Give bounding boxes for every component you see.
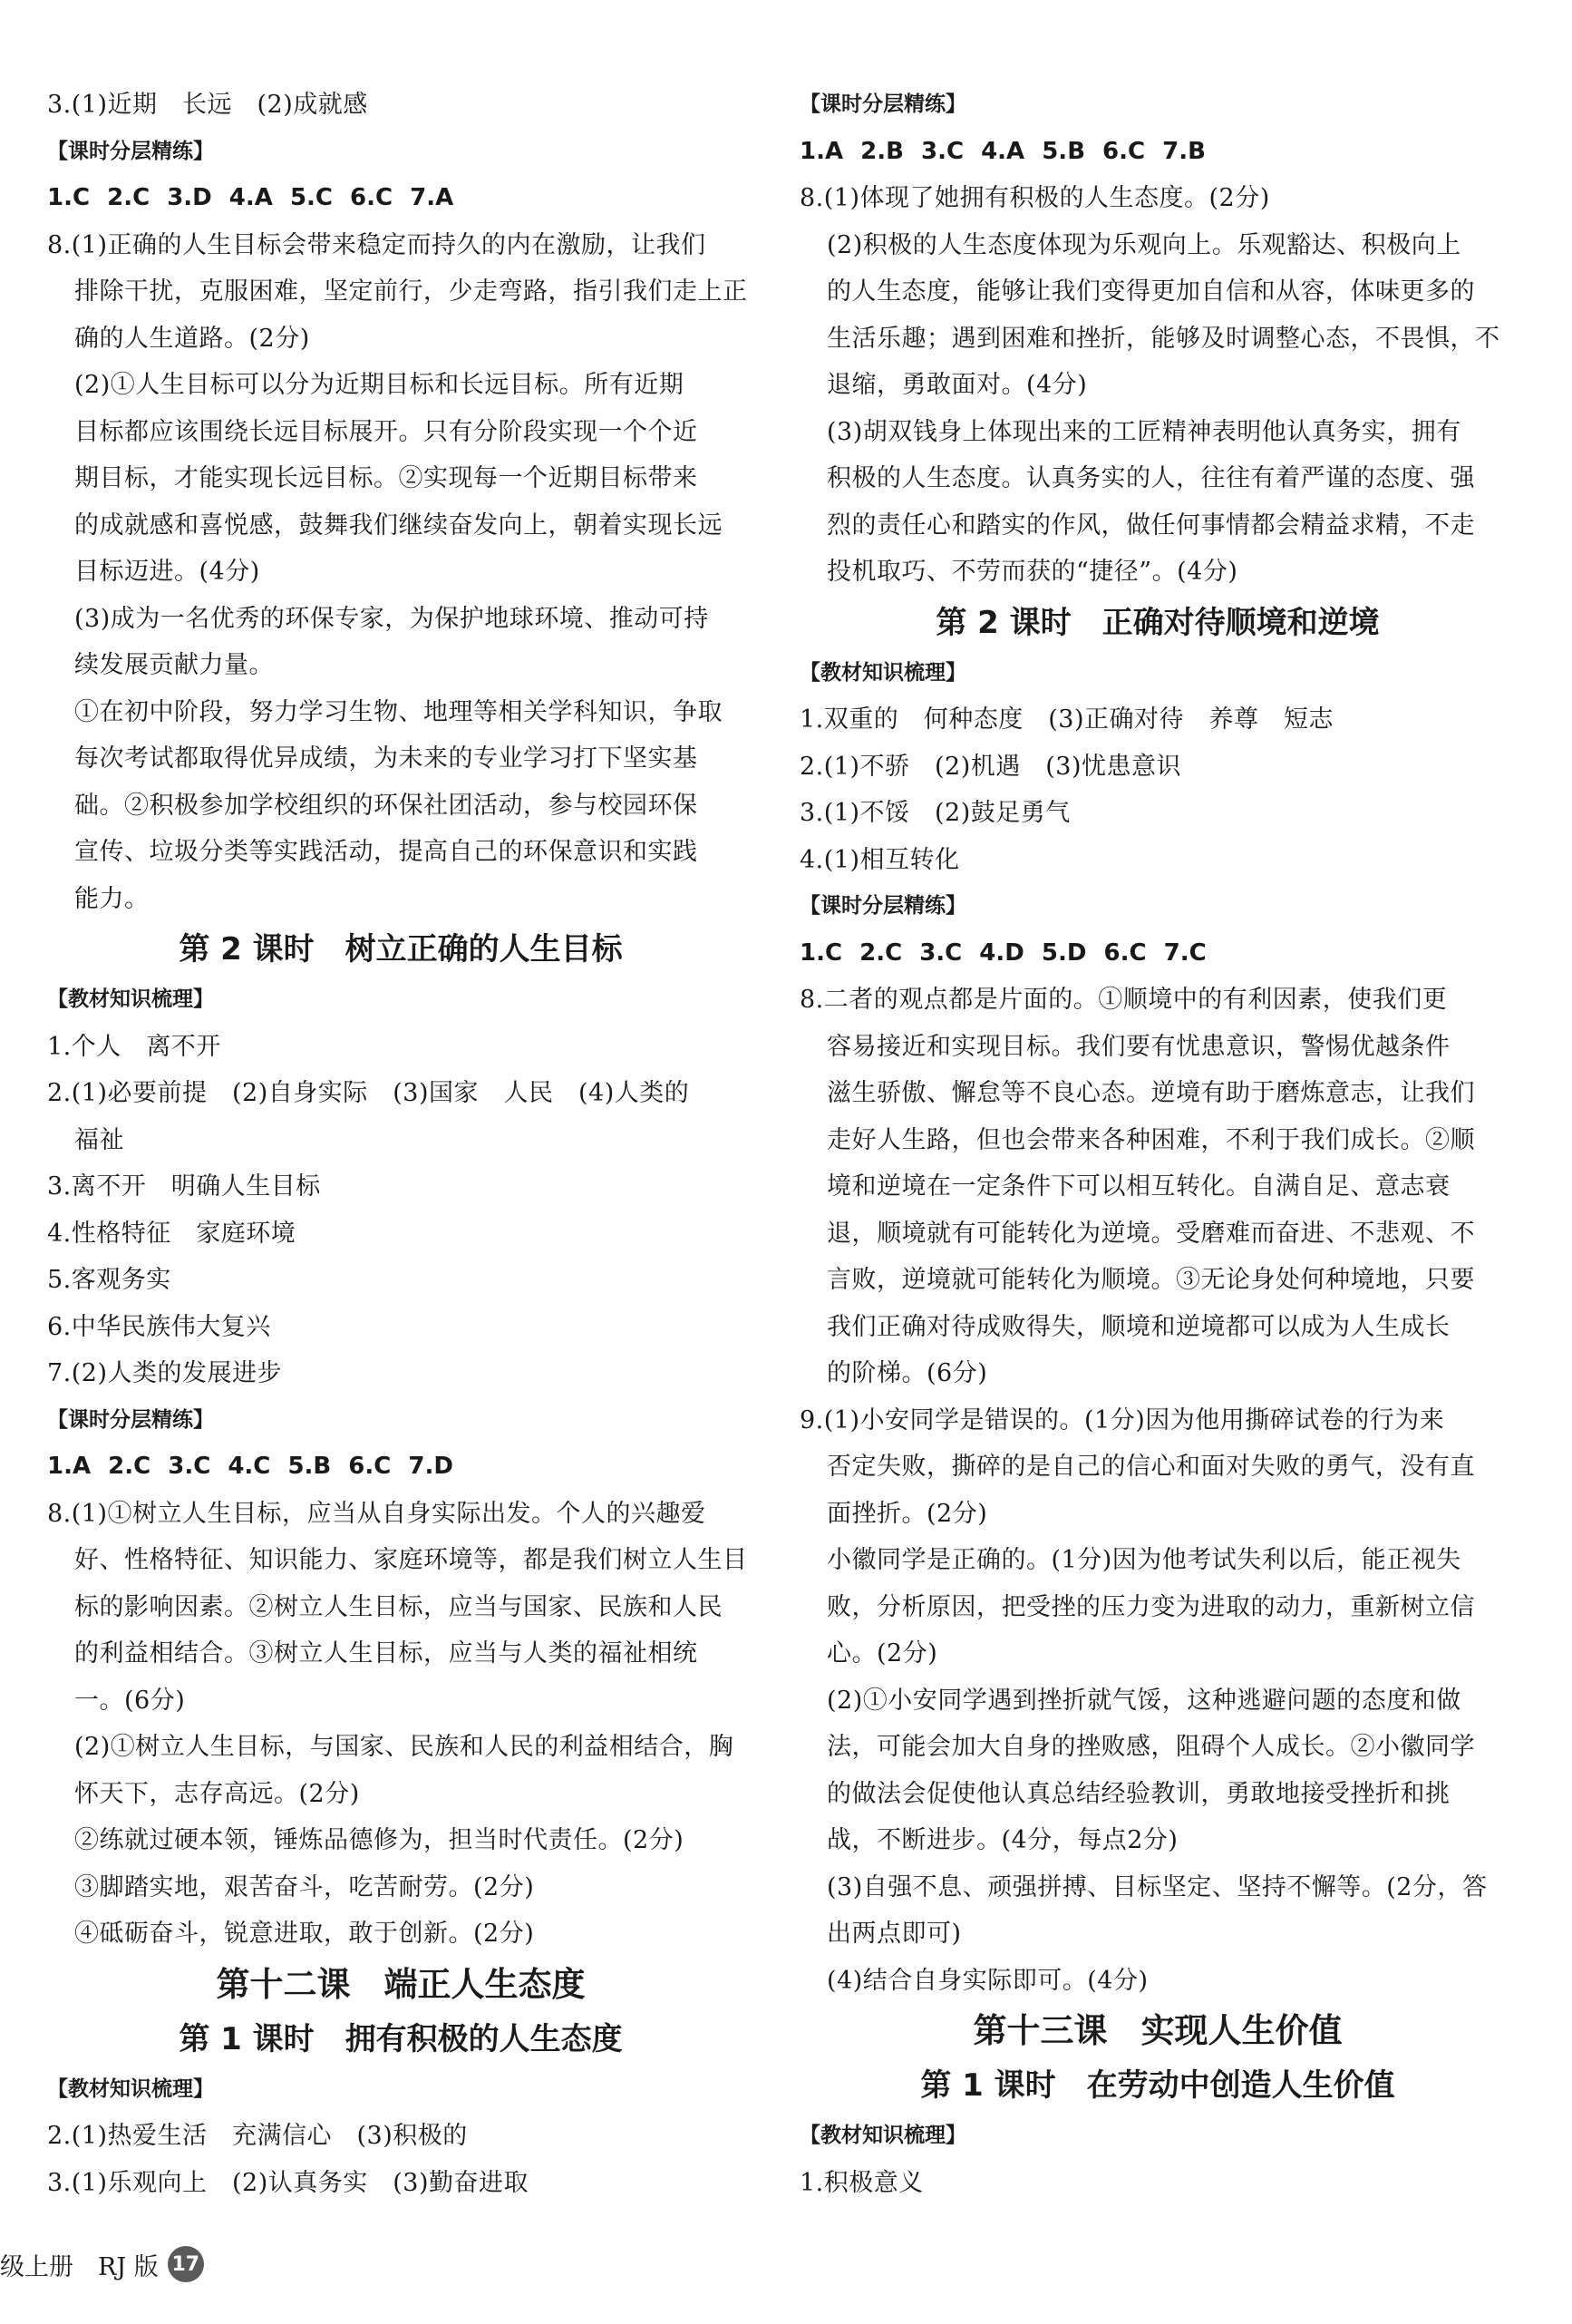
text-line: 3.(1)近期 长远 (2)成就感 xyxy=(47,91,368,119)
text-line: 的做法会促使他认真总结经验教训，勇敢地接受挫折和挑 xyxy=(827,1779,1451,1808)
choice-answers: 1.C 2.C 3.D 4.A 5.C 6.C 7.A xyxy=(47,184,454,211)
chapter-title: 第十三课 实现人生价值 xyxy=(973,2011,1343,2050)
text-line: 续发展贡献力量。 xyxy=(74,651,274,679)
text-line: 8.(1)体现了她拥有积极的人生态度。(2分) xyxy=(800,184,1270,212)
text-line: 6.中华民族伟大复兴 xyxy=(47,1312,271,1341)
text-line: 法，可能会加大自身的挫败感，阻碍个人成长。②小徽同学 xyxy=(827,1733,1475,1761)
text-line: 福祉 xyxy=(74,1125,124,1154)
lesson-title: 第 1 课时 在劳动中创造人生价值 xyxy=(920,2067,1395,2104)
text-line: 的成就感和喜悦感，鼓舞我们继续奋发向上，朝着实现长远 xyxy=(74,511,723,540)
text-line: 积极的人生态度。认真务实的人，往往有着严谨的态度、强 xyxy=(827,464,1475,492)
text-line: 烈的责任心和踏实的作风，做任何事情都会精益求精，不走 xyxy=(827,511,1475,540)
text-line: 标的影响因素。②树立人生目标，应当与国家、民族和人民 xyxy=(74,1592,723,1621)
text-line: 境和逆境在一定条件下可以相互转化。自满自足、意志衰 xyxy=(827,1172,1451,1201)
text-line: 的人生态度，能够让我们变得更加自信和从容，体味更多的 xyxy=(827,277,1475,306)
text-line: 投机取巧、不劳而获的“捷径”。(4分) xyxy=(827,558,1238,586)
text-line: 出两点即可) xyxy=(827,1920,962,1948)
text-line: 8.(1)正确的人生目标会带来稳定而持久的内在激励，让我们 xyxy=(47,230,706,259)
section-tag: 【教材知识梳理】 xyxy=(800,2124,966,2147)
text-line: 确的人生道路。(2分) xyxy=(74,324,310,353)
text-line: 1.积极意义 xyxy=(800,2168,924,2197)
text-line: (2)①树立人生目标，与国家、民族和人民的利益相结合，胸 xyxy=(74,1733,734,1761)
text-line: 期目标，才能实现长远目标。②实现每一个近期目标带来 xyxy=(74,464,698,492)
section-tag: 【课时分层精练】 xyxy=(800,92,966,116)
section-tag: 【课时分层精练】 xyxy=(47,1407,214,1432)
text-line: 怀天下，志存高远。(2分) xyxy=(74,1779,360,1808)
text-line: 言败，逆境就可能转化为顺境。③无论身处何种境地，只要 xyxy=(827,1266,1475,1294)
text-line: ②练就过硬本领，锤炼品德修为，担当时代责任。(2分) xyxy=(74,1826,684,1854)
text-line: 1.个人 离不开 xyxy=(47,1032,221,1061)
page-number-badge: 17 xyxy=(168,2246,204,2282)
lesson-title: 第 2 课时 正确对待顺境和逆境 xyxy=(936,604,1380,641)
text-line: 能力。 xyxy=(74,884,150,913)
choice-answers: 1.C 2.C 3.C 4.D 5.D 6.C 7.C xyxy=(800,938,1207,967)
text-line: (3)胡双钱身上体现出来的工匠精神表明他认真务实，拥有 xyxy=(827,417,1461,446)
text-line: 退缩，勇敢面对。(4分) xyxy=(827,371,1088,399)
text-line: 否定失败，撕碎的是自己的信心和面对失败的勇气，没有直 xyxy=(827,1453,1475,1481)
text-line: 生活乐趣；遇到困难和挫折，能够及时调整心态，不畏惧，不 xyxy=(827,324,1500,353)
text-line: 础。②积极参加学校组织的环保社团活动，参与校园环保 xyxy=(74,791,698,820)
text-line: 4.性格特征 家庭环境 xyxy=(47,1219,296,1248)
text-line: ④砥砺奋斗，锐意进取，敢于创新。(2分) xyxy=(74,1920,535,1948)
choice-answers: 1.A 2.C 3.C 4.C 5.B 6.C 7.D xyxy=(47,1453,453,1480)
text-line: ①在初中阶段，努力学习生物、地理等相关学科知识，争取 xyxy=(74,697,723,726)
page-footer xyxy=(0,2244,204,2284)
text-line: 3.离不开 明确人生目标 xyxy=(47,1172,321,1201)
text-line: 好、性格特征、知识能力、家庭环境等，都是我们树立人生目 xyxy=(74,1546,748,1574)
choice-answers: 1.A 2.B 3.C 4.A 5.B 6.C 7.B xyxy=(800,137,1206,165)
text-line: 退，顺境就有可能转化为逆境。受磨难而奋进、不悲观、不 xyxy=(827,1219,1475,1248)
text-line: 目标都应该围绕长远目标展开。只有分阶段实现一个个近 xyxy=(74,417,698,446)
text-line: 战，不断进步。(4分，每点2分) xyxy=(827,1826,1179,1854)
text-line: 容易接近和实现目标。我们要有忧患意识，警惕优越条件 xyxy=(827,1032,1451,1061)
text-line: 面挫折。(2分) xyxy=(827,1499,988,1528)
text-line: 每次考试都取得优异成绩，为未来的专业学习打下坚实基 xyxy=(74,744,698,773)
text-line: (3)成为一名优秀的环保专家，为保护地球环境、推动可持 xyxy=(74,604,709,633)
lesson-title: 第 1 课时 拥有积极的人生态度 xyxy=(179,2020,623,2057)
lesson-title: 第 2 课时 树立正确的人生目标 xyxy=(179,931,623,968)
section-tag: 【课时分层精练】 xyxy=(47,139,214,163)
text-line: 1.双重的 何种态度 (3)正确对待 养尊 短志 xyxy=(800,705,1334,734)
text-line: 9.(1)小安同学是错误的。(1分)因为他用撕碎试卷的行为来 xyxy=(800,1405,1445,1434)
section-tag: 【课时分层精练】 xyxy=(800,894,966,918)
text-line: 一。(6分) xyxy=(74,1686,186,1715)
text-line: 5.客观务实 xyxy=(47,1266,171,1294)
text-line: 心。(2分) xyxy=(827,1639,938,1668)
text-line: 宣传、垃圾分类等实践活动，提高自己的环保意识和实践 xyxy=(74,838,698,866)
text-line: (2)①小安同学遇到挫折就气馁，这种逃避问题的态度和做 xyxy=(827,1686,1461,1715)
text-line: 7.(2)人类的发展进步 xyxy=(47,1359,283,1387)
text-line: 8.二者的观点都是片面的。①顺境中的有利因素，使我们更 xyxy=(800,986,1448,1014)
left-column xyxy=(47,82,754,2206)
text-line: (4)结合自身实际即可。(4分) xyxy=(827,1966,1149,1995)
text-line: 3.(1)乐观向上 (2)认真务实 (3)勤奋进取 xyxy=(47,2168,529,2197)
text-line: 我们正确对待成败得失，顺境和逆境都可以成为人生成长 xyxy=(827,1312,1451,1341)
text-line: 2.(1)热爱生活 充满信心 (3)积极的 xyxy=(47,2122,468,2150)
text-line: 的利益相结合。③树立人生目标，应当与人类的福祉相统 xyxy=(74,1639,698,1668)
text-line: (3)自强不息、顽强拼搏、目标坚定、坚持不懈等。(2分，答 xyxy=(827,1872,1488,1901)
text-line: (2)积极的人生态度体现为乐观向上。乐观豁达、积极向上 xyxy=(827,230,1461,259)
text-line: (2)①人生目标可以分为近期目标和长远目标。所有近期 xyxy=(74,371,684,399)
text-line: ③脚踏实地，艰苦奋斗，吃苦耐劳。(2分) xyxy=(74,1872,535,1901)
text-line: 2.(1)必要前提 (2)自身实际 (3)国家 人民 (4)人类的 xyxy=(47,1079,690,1107)
text-line: 的阶梯。(6分) xyxy=(827,1359,988,1387)
text-line: 排除干扰，克服困难，坚定前行，少走弯路，指引我们走上正 xyxy=(74,277,748,306)
text-line: 2.(1)不骄 (2)机遇 (3)忧患意识 xyxy=(800,752,1181,781)
section-tag: 【教材知识梳理】 xyxy=(47,2076,214,2101)
chapter-title: 第十二课 端正人生态度 xyxy=(216,1964,586,2004)
section-tag: 【教材知识梳理】 xyxy=(800,660,966,685)
text-line: 目标迈进。(4分) xyxy=(74,558,260,586)
text-line: 败，分析原因，把受挫的压力变为进取的动力，重新树立信 xyxy=(827,1592,1475,1621)
text-line: 8.(1)①树立人生目标，应当从自身实际出发。个人的兴趣爱 xyxy=(47,1499,706,1528)
text-line: 滋生骄傲、懈怠等不良心态。逆境有助于磨炼意志，让我们 xyxy=(827,1079,1475,1107)
footer-book-label: 级上册 RJ 版 xyxy=(0,2252,159,2281)
text-line: 走好人生路，但也会带来各种困难，不利于我们成长。②顺 xyxy=(827,1125,1475,1154)
section-tag: 【教材知识梳理】 xyxy=(47,987,214,1011)
right-column xyxy=(800,82,1516,2206)
text-line: 3.(1)不馁 (2)鼓足勇气 xyxy=(800,799,1071,827)
text-line: 小徽同学是正确的。(1分)因为他考试失利以后，能正视失 xyxy=(827,1546,1461,1574)
text-line: 4.(1)相互转化 xyxy=(800,845,960,874)
